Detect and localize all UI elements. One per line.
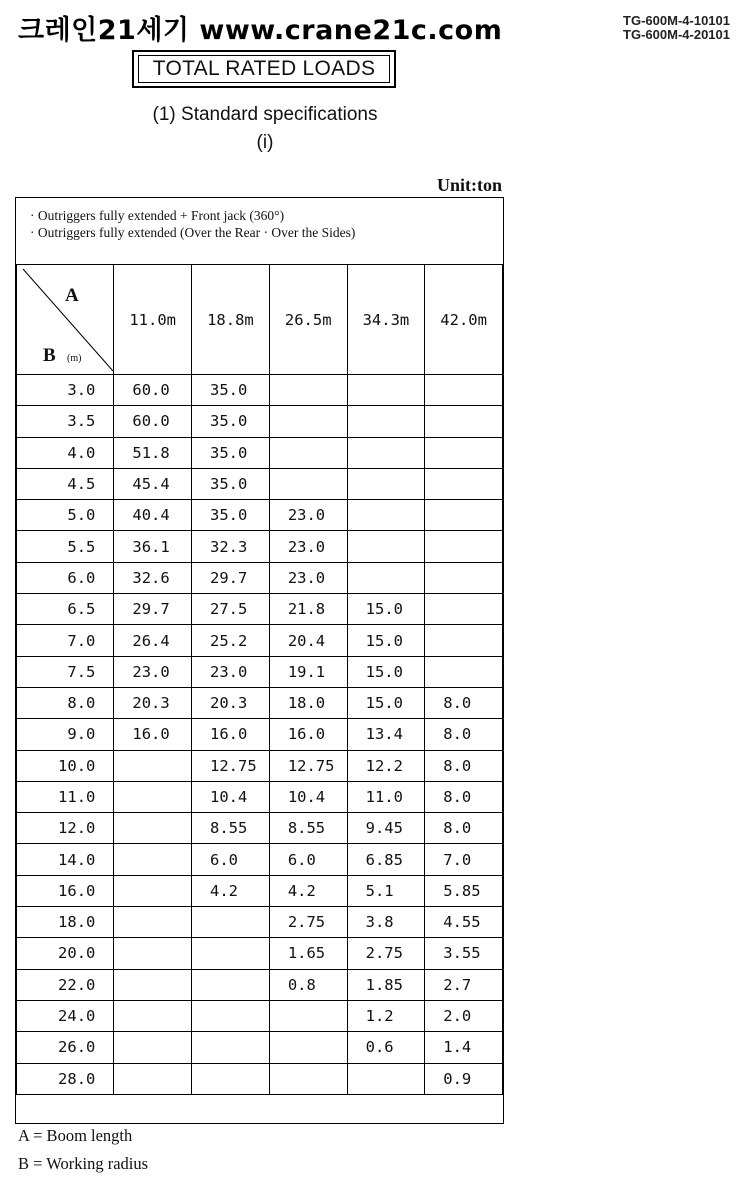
- condition-note: · Outriggers fully extended (Over the Rear · Over the Sides): [30, 225, 356, 240]
- load-value-cell: 15.0: [347, 594, 425, 625]
- load-value-cell: 4.2: [269, 875, 347, 906]
- load-value-cell: 4.55: [425, 907, 503, 938]
- load-value-cell: [114, 1032, 192, 1063]
- load-value-cell: 32.6: [114, 562, 192, 593]
- table-row: [17, 719, 503, 750]
- load-value-cell: 23.0: [269, 562, 347, 593]
- load-value-cell: 29.7: [114, 594, 192, 625]
- load-value-cell: [269, 406, 347, 437]
- load-value-cell: 51.8: [114, 437, 192, 468]
- load-value-cell: 6.0: [192, 844, 270, 875]
- load-value-cell: 21.8: [269, 594, 347, 625]
- load-value-cell: [269, 1063, 347, 1094]
- conditions-notes: [16, 198, 503, 265]
- load-value-cell: 6.0: [269, 844, 347, 875]
- load-value-cell: [192, 1063, 270, 1094]
- load-value-cell: 5.1: [347, 875, 425, 906]
- working-radius-cell: 7.5: [17, 656, 114, 687]
- working-radius-cell: 18.0: [17, 907, 114, 938]
- table-row: [17, 594, 503, 625]
- table-row: [17, 844, 503, 875]
- table-row: [17, 1000, 503, 1031]
- rated-load-table: [16, 264, 503, 1095]
- load-value-cell: 13.4: [347, 719, 425, 750]
- load-value-cell: 16.0: [269, 719, 347, 750]
- load-value-cell: 0.6: [347, 1032, 425, 1063]
- site-watermark: 크레인21세기 www.crane21c.com: [18, 15, 503, 46]
- header-corner: [17, 265, 114, 375]
- boom-length-header: 34.3m: [347, 265, 425, 375]
- load-value-cell: [347, 437, 425, 468]
- working-radius-cell: 28.0: [17, 1063, 114, 1094]
- load-value-cell: 45.4: [114, 468, 192, 499]
- boom-length-header: 26.5m: [269, 265, 347, 375]
- working-radius-cell: 20.0: [17, 938, 114, 969]
- load-value-cell: [425, 406, 503, 437]
- load-value-cell: 18.0: [269, 687, 347, 718]
- boom-length-axis-label: A: [65, 285, 79, 306]
- load-value-cell: 16.0: [114, 719, 192, 750]
- table-row: [17, 750, 503, 781]
- load-value-cell: 1.65: [269, 938, 347, 969]
- title-frame: [132, 50, 396, 88]
- load-value-cell: 29.7: [192, 562, 270, 593]
- load-value-cell: [114, 875, 192, 906]
- load-value-cell: [114, 781, 192, 812]
- working-radius-cell: 11.0: [17, 781, 114, 812]
- load-value-cell: 2.75: [347, 938, 425, 969]
- load-value-cell: 19.1: [269, 656, 347, 687]
- section-subtitle-index: (i): [256, 132, 274, 153]
- table-header-row: [17, 265, 503, 375]
- load-value-cell: 20.3: [192, 687, 270, 718]
- load-value-cell: 35.0: [192, 406, 270, 437]
- legend-working-radius: B = Working radius: [18, 1154, 149, 1173]
- boom-length-header: 42.0m: [425, 265, 503, 375]
- load-value-cell: 12.75: [192, 750, 270, 781]
- load-value-cell: 20.4: [269, 625, 347, 656]
- load-value-cell: 8.0: [425, 750, 503, 781]
- unit-label: Unit:ton: [436, 175, 502, 195]
- working-radius-cell: 14.0: [17, 844, 114, 875]
- table-row: [17, 468, 503, 499]
- load-value-cell: 25.2: [192, 625, 270, 656]
- load-value-cell: [425, 594, 503, 625]
- load-value-cell: 1.2: [347, 1000, 425, 1031]
- load-value-cell: 1.85: [347, 969, 425, 1000]
- load-value-cell: 8.55: [269, 813, 347, 844]
- boom-length-header: 11.0m: [114, 265, 192, 375]
- load-value-cell: 5.85: [425, 875, 503, 906]
- table-row: [17, 907, 503, 938]
- working-radius-cell: 7.0: [17, 625, 114, 656]
- load-value-cell: [269, 437, 347, 468]
- boom-length-header: 18.8m: [192, 265, 270, 375]
- working-radius-cell: 9.0: [17, 719, 114, 750]
- load-chart: [15, 197, 504, 1124]
- corner-diagonal: [17, 265, 115, 375]
- load-value-cell: 1.4: [425, 1032, 503, 1063]
- load-value-cell: 23.0: [192, 656, 270, 687]
- table-row: [17, 562, 503, 593]
- load-value-cell: [347, 1063, 425, 1094]
- load-value-cell: [425, 562, 503, 593]
- load-value-cell: [114, 938, 192, 969]
- working-radius-cell: 3.5: [17, 406, 114, 437]
- load-value-cell: 60.0: [114, 406, 192, 437]
- load-value-cell: 35.0: [192, 375, 270, 406]
- load-value-cell: 26.4: [114, 625, 192, 656]
- working-radius-cell: 8.0: [17, 687, 114, 718]
- load-value-cell: 40.4: [114, 500, 192, 531]
- table-row: [17, 406, 503, 437]
- working-radius-cell: 12.0: [17, 813, 114, 844]
- load-value-cell: [347, 562, 425, 593]
- table-body: [17, 375, 503, 1095]
- load-value-cell: [425, 656, 503, 687]
- table-row: [17, 531, 503, 562]
- working-radius-cell: 6.5: [17, 594, 114, 625]
- working-radius-cell: 16.0: [17, 875, 114, 906]
- table-row: [17, 375, 503, 406]
- load-value-cell: [114, 907, 192, 938]
- load-value-cell: 0.9: [425, 1063, 503, 1094]
- load-value-cell: [425, 437, 503, 468]
- load-value-cell: 3.8: [347, 907, 425, 938]
- load-value-cell: 16.0: [192, 719, 270, 750]
- condition-note: · Outriggers fully extended + Front jack (360°): [30, 208, 285, 223]
- working-radius-cell: 4.5: [17, 468, 114, 499]
- load-value-cell: 15.0: [347, 625, 425, 656]
- load-value-cell: 8.0: [425, 781, 503, 812]
- working-radius-cell: 5.0: [17, 500, 114, 531]
- load-value-cell: [114, 1000, 192, 1031]
- model-code-2: TG-600M-4-20101: [623, 27, 730, 42]
- table-row: [17, 687, 503, 718]
- page-title: TOTAL RATED LOADS: [138, 55, 390, 83]
- load-value-cell: 60.0: [114, 375, 192, 406]
- load-value-cell: [347, 468, 425, 499]
- load-value-cell: [192, 969, 270, 1000]
- load-value-cell: 15.0: [347, 656, 425, 687]
- load-value-cell: 10.4: [269, 781, 347, 812]
- legend-boom-length: A = Boom length: [18, 1126, 133, 1145]
- load-value-cell: [192, 938, 270, 969]
- load-value-cell: [347, 500, 425, 531]
- load-value-cell: 35.0: [192, 468, 270, 499]
- table-row: [17, 1063, 503, 1094]
- load-value-cell: 15.0: [347, 687, 425, 718]
- load-value-cell: [269, 1000, 347, 1031]
- load-value-cell: 20.3: [114, 687, 192, 718]
- load-value-cell: 23.0: [269, 531, 347, 562]
- load-value-cell: 12.2: [347, 750, 425, 781]
- table-row: [17, 969, 503, 1000]
- load-value-cell: 8.0: [425, 687, 503, 718]
- load-value-cell: [114, 969, 192, 1000]
- load-value-cell: [192, 907, 270, 938]
- load-value-cell: 23.0: [114, 656, 192, 687]
- load-value-cell: 3.55: [425, 938, 503, 969]
- load-value-cell: [114, 750, 192, 781]
- load-value-cell: 35.0: [192, 437, 270, 468]
- load-value-cell: 8.55: [192, 813, 270, 844]
- load-value-cell: [269, 1032, 347, 1063]
- load-value-cell: 12.75: [269, 750, 347, 781]
- load-value-cell: [114, 1063, 192, 1094]
- load-value-cell: [425, 468, 503, 499]
- load-value-cell: [269, 468, 347, 499]
- load-value-cell: [347, 531, 425, 562]
- load-value-cell: [425, 375, 503, 406]
- working-radius-cell: 4.0: [17, 437, 114, 468]
- load-value-cell: [114, 813, 192, 844]
- radius-axis-label: B: [43, 345, 56, 366]
- load-value-cell: 32.3: [192, 531, 270, 562]
- load-value-cell: 6.85: [347, 844, 425, 875]
- load-value-cell: 2.7: [425, 969, 503, 1000]
- table-row: [17, 813, 503, 844]
- load-value-cell: 8.0: [425, 719, 503, 750]
- table-row: [17, 1032, 503, 1063]
- section-subtitle: (1) Standard specifications: [152, 104, 378, 125]
- load-value-cell: [192, 1032, 270, 1063]
- load-value-cell: 0.8: [269, 969, 347, 1000]
- load-value-cell: 27.5: [192, 594, 270, 625]
- load-value-cell: 7.0: [425, 844, 503, 875]
- load-value-cell: 11.0: [347, 781, 425, 812]
- table-row: [17, 500, 503, 531]
- load-value-cell: [425, 531, 503, 562]
- working-radius-cell: 5.5: [17, 531, 114, 562]
- working-radius-cell: 3.0: [17, 375, 114, 406]
- table-row: [17, 875, 503, 906]
- table-row: [17, 625, 503, 656]
- load-value-cell: 2.0: [425, 1000, 503, 1031]
- load-value-cell: 2.75: [269, 907, 347, 938]
- table-row: [17, 656, 503, 687]
- load-value-cell: [114, 844, 192, 875]
- working-radius-cell: 10.0: [17, 750, 114, 781]
- load-value-cell: [347, 406, 425, 437]
- load-value-cell: [192, 1000, 270, 1031]
- working-radius-cell: 26.0: [17, 1032, 114, 1063]
- table-row: [17, 938, 503, 969]
- load-value-cell: 36.1: [114, 531, 192, 562]
- load-value-cell: 23.0: [269, 500, 347, 531]
- load-value-cell: [425, 625, 503, 656]
- load-value-cell: 35.0: [192, 500, 270, 531]
- working-radius-cell: 24.0: [17, 1000, 114, 1031]
- load-value-cell: [269, 375, 347, 406]
- load-value-cell: 8.0: [425, 813, 503, 844]
- radius-unit-label: (m): [67, 353, 82, 364]
- model-code-1: TG-600M-4-10101: [623, 13, 730, 28]
- load-value-cell: 9.45: [347, 813, 425, 844]
- load-value-cell: 10.4: [192, 781, 270, 812]
- table-row: [17, 781, 503, 812]
- model-codes: [623, 14, 730, 42]
- load-value-cell: [425, 500, 503, 531]
- load-value-cell: 4.2: [192, 875, 270, 906]
- working-radius-cell: 22.0: [17, 969, 114, 1000]
- working-radius-cell: 6.0: [17, 562, 114, 593]
- table-row: [17, 437, 503, 468]
- load-value-cell: [347, 375, 425, 406]
